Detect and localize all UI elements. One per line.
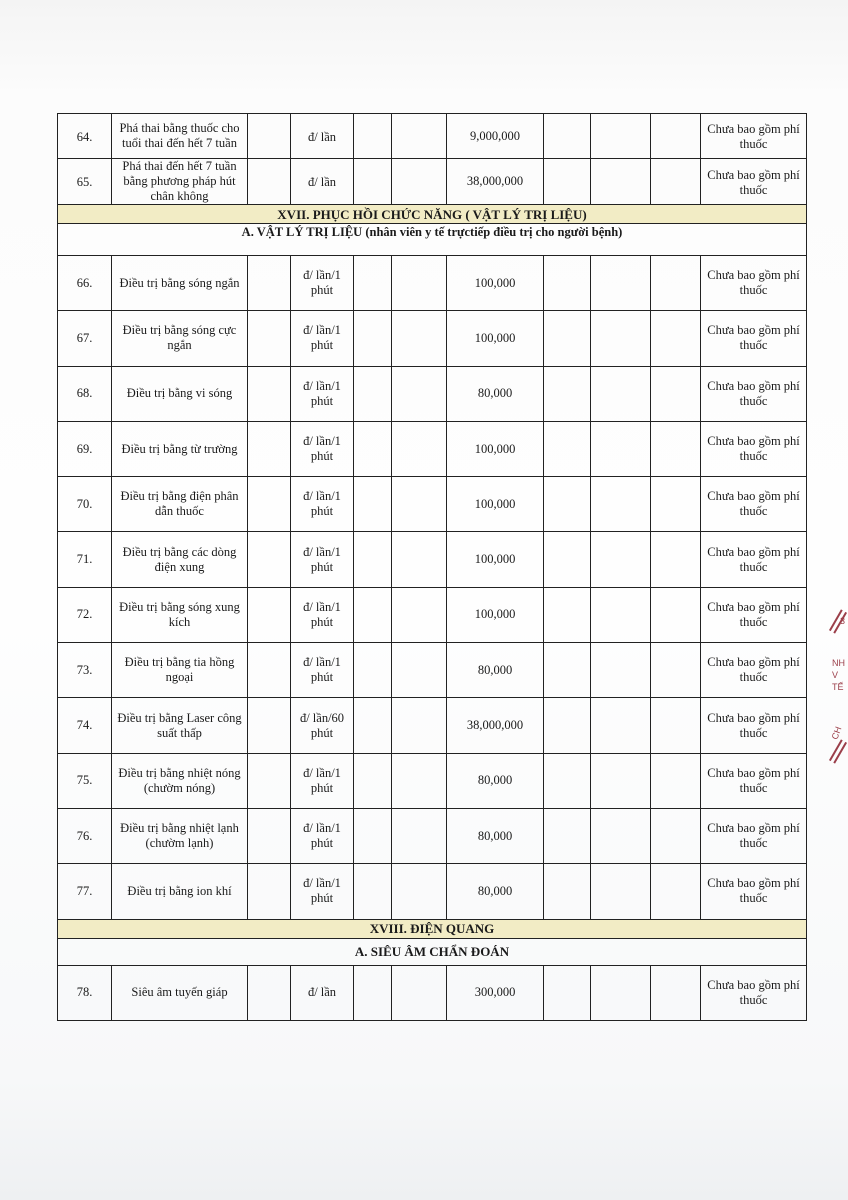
- note-cell: Chưa bao gồm phí thuốc: [701, 311, 807, 366]
- empty-cell: [354, 532, 392, 587]
- red-stamp-fragment: [826, 610, 848, 760]
- empty-cell: [544, 477, 591, 532]
- unit-cell: đ/ lần/1 phút: [291, 477, 354, 532]
- service-name: Điều trị bằng vi sóng: [112, 366, 248, 421]
- price-cell: 80,000: [447, 366, 544, 421]
- row-number: 74.: [58, 698, 112, 753]
- note-cell: Chưa bao gồm phí thuốc: [701, 864, 807, 919]
- service-name: Điều trị bằng sóng cực ngắn: [112, 311, 248, 366]
- empty-cell: [392, 366, 447, 421]
- empty-cell: [354, 753, 392, 808]
- empty-cell: [392, 965, 447, 1020]
- service-name: Điều trị bằng các dòng điện xung: [112, 532, 248, 587]
- empty-cell: [591, 114, 651, 159]
- empty-cell: [248, 808, 291, 863]
- empty-cell: [544, 587, 591, 642]
- table-row: [58, 965, 807, 1020]
- table-row: [58, 808, 807, 863]
- empty-cell: [591, 256, 651, 311]
- subsection-heading: A. SIÊU ÂM CHẨN ĐOÁN: [58, 938, 807, 965]
- table-row: [58, 864, 807, 919]
- empty-cell: [354, 421, 392, 476]
- section-heading-row: [58, 205, 807, 224]
- row-number: 73.: [58, 643, 112, 698]
- empty-cell: [651, 808, 701, 863]
- empty-cell: [392, 643, 447, 698]
- empty-cell: [354, 698, 392, 753]
- empty-cell: [248, 587, 291, 642]
- empty-cell: [651, 311, 701, 366]
- table-row: [58, 256, 807, 311]
- note-cell: Chưa bao gồm phí thuốc: [701, 421, 807, 476]
- stamp-text: 3: [840, 616, 846, 626]
- row-number: 64.: [58, 114, 112, 159]
- unit-cell: đ/ lần/1 phút: [291, 587, 354, 642]
- empty-cell: [248, 159, 291, 205]
- unit-cell: đ/ lần/1 phút: [291, 366, 354, 421]
- empty-cell: [354, 643, 392, 698]
- empty-cell: [651, 643, 701, 698]
- empty-cell: [544, 698, 591, 753]
- price-cell: 9,000,000: [447, 114, 544, 159]
- service-name: Điều trị bằng sóng ngắn: [112, 256, 248, 311]
- table-row: [58, 366, 807, 421]
- note-cell: Chưa bao gồm phí thuốc: [701, 159, 807, 205]
- empty-cell: [354, 159, 392, 205]
- row-number: 72.: [58, 587, 112, 642]
- note-cell: Chưa bao gồm phí thuốc: [701, 477, 807, 532]
- note-cell: Chưa bao gồm phí thuốc: [701, 532, 807, 587]
- service-name: Điều trị bằng tia hồng ngoại: [112, 643, 248, 698]
- empty-cell: [544, 159, 591, 205]
- service-name: Siêu âm tuyến giáp: [112, 965, 248, 1020]
- empty-cell: [248, 114, 291, 159]
- price-cell: 80,000: [447, 753, 544, 808]
- empty-cell: [591, 808, 651, 863]
- stamp-text: NH: [832, 658, 845, 668]
- empty-cell: [248, 421, 291, 476]
- empty-cell: [354, 256, 392, 311]
- price-cell: 100,000: [447, 532, 544, 587]
- empty-cell: [392, 864, 447, 919]
- table-row: [58, 643, 807, 698]
- unit-cell: đ/ lần/1 phút: [291, 808, 354, 863]
- row-number: 68.: [58, 366, 112, 421]
- note-cell: Chưa bao gồm phí thuốc: [701, 965, 807, 1020]
- service-name: Điều trị bằng từ trường: [112, 421, 248, 476]
- unit-cell: đ/ lần/1 phút: [291, 643, 354, 698]
- service-name: Phá thai đến hết 7 tuần bằng phương pháp hút chân không: [112, 159, 248, 205]
- service-name: Điều trị bằng nhiệt nóng (chườm nóng): [112, 753, 248, 808]
- empty-cell: [591, 965, 651, 1020]
- stamp-text: V: [832, 670, 839, 680]
- empty-cell: [248, 753, 291, 808]
- section-heading-row: [58, 919, 807, 938]
- empty-cell: [354, 864, 392, 919]
- row-number: 67.: [58, 311, 112, 366]
- empty-cell: [544, 753, 591, 808]
- subsection-heading-row: [58, 224, 807, 256]
- price-cell: 100,000: [447, 587, 544, 642]
- row-number: 69.: [58, 421, 112, 476]
- unit-cell: đ/ lần/60 phút: [291, 698, 354, 753]
- table-row: [58, 311, 807, 366]
- row-number: 71.: [58, 532, 112, 587]
- empty-cell: [248, 366, 291, 421]
- note-cell: Chưa bao gồm phí thuốc: [701, 366, 807, 421]
- service-name: Điều trị bằng ion khí: [112, 864, 248, 919]
- service-name: Điều trị bằng điện phân dẫn thuốc: [112, 477, 248, 532]
- service-name: Điều trị bằng Laser công suất thấp: [112, 698, 248, 753]
- empty-cell: [354, 587, 392, 642]
- empty-cell: [544, 808, 591, 863]
- row-number: 66.: [58, 256, 112, 311]
- empty-cell: [591, 421, 651, 476]
- empty-cell: [392, 256, 447, 311]
- table-row: [58, 753, 807, 808]
- price-cell: 100,000: [447, 256, 544, 311]
- empty-cell: [392, 532, 447, 587]
- note-cell: Chưa bao gồm phí thuốc: [701, 256, 807, 311]
- unit-cell: đ/ lần: [291, 114, 354, 159]
- unit-cell: đ/ lần/1 phút: [291, 311, 354, 366]
- service-name: Điều trị bằng sóng xung kích: [112, 587, 248, 642]
- empty-cell: [354, 114, 392, 159]
- empty-cell: [544, 311, 591, 366]
- empty-cell: [591, 366, 651, 421]
- price-cell: 100,000: [447, 421, 544, 476]
- empty-cell: [392, 421, 447, 476]
- empty-cell: [591, 159, 651, 205]
- empty-cell: [354, 311, 392, 366]
- empty-cell: [651, 477, 701, 532]
- empty-cell: [248, 532, 291, 587]
- empty-cell: [544, 421, 591, 476]
- stamp-text: TẾ: [832, 682, 844, 692]
- empty-cell: [651, 421, 701, 476]
- empty-cell: [651, 256, 701, 311]
- empty-cell: [248, 965, 291, 1020]
- empty-cell: [651, 864, 701, 919]
- empty-cell: [544, 965, 591, 1020]
- unit-cell: đ/ lần/1 phút: [291, 532, 354, 587]
- table-row: [58, 477, 807, 532]
- empty-cell: [651, 587, 701, 642]
- empty-cell: [591, 477, 651, 532]
- table-row: [58, 159, 807, 205]
- table-row: [58, 114, 807, 159]
- empty-cell: [651, 753, 701, 808]
- unit-cell: đ/ lần: [291, 965, 354, 1020]
- empty-cell: [651, 965, 701, 1020]
- empty-cell: [651, 698, 701, 753]
- empty-cell: [544, 864, 591, 919]
- empty-cell: [591, 643, 651, 698]
- empty-cell: [591, 532, 651, 587]
- note-cell: Chưa bao gồm phí thuốc: [701, 698, 807, 753]
- table-row: [58, 698, 807, 753]
- fee-schedule-table: [57, 113, 807, 1021]
- price-cell: 38,000,000: [447, 698, 544, 753]
- empty-cell: [591, 587, 651, 642]
- empty-cell: [354, 808, 392, 863]
- price-cell: 100,000: [447, 311, 544, 366]
- section-heading: XVIII. ĐIỆN QUANG: [58, 919, 807, 938]
- table-row: [58, 421, 807, 476]
- empty-cell: [591, 698, 651, 753]
- unit-cell: đ/ lần/1 phút: [291, 864, 354, 919]
- price-cell: 100,000: [447, 477, 544, 532]
- table-row: [58, 587, 807, 642]
- price-cell: 80,000: [447, 864, 544, 919]
- row-number: 78.: [58, 965, 112, 1020]
- empty-cell: [392, 753, 447, 808]
- unit-cell: đ/ lần/1 phút: [291, 421, 354, 476]
- row-number: 70.: [58, 477, 112, 532]
- price-cell: 300,000: [447, 965, 544, 1020]
- empty-cell: [651, 366, 701, 421]
- empty-cell: [248, 864, 291, 919]
- empty-cell: [544, 256, 591, 311]
- empty-cell: [392, 477, 447, 532]
- price-cell: 80,000: [447, 643, 544, 698]
- price-cell: 80,000: [447, 808, 544, 863]
- empty-cell: [591, 864, 651, 919]
- note-cell: Chưa bao gồm phí thuốc: [701, 753, 807, 808]
- empty-cell: [544, 114, 591, 159]
- empty-cell: [392, 311, 447, 366]
- empty-cell: [392, 159, 447, 205]
- subsection-heading: A. VẬT LÝ TRỊ LIỆU (nhân viên y tế trựctiếp điều trị cho người bệnh): [58, 224, 807, 256]
- unit-cell: đ/ lần/1 phút: [291, 256, 354, 311]
- price-cell: 38,000,000: [447, 159, 544, 205]
- empty-cell: [544, 643, 591, 698]
- service-name: Điều trị bằng nhiệt lạnh (chườm lạnh): [112, 808, 248, 863]
- row-number: 65.: [58, 159, 112, 205]
- service-name: Phá thai bằng thuốc cho tuổi thai đến hết 7 tuần: [112, 114, 248, 159]
- empty-cell: [392, 114, 447, 159]
- empty-cell: [354, 965, 392, 1020]
- note-cell: Chưa bao gồm phí thuốc: [701, 587, 807, 642]
- empty-cell: [248, 311, 291, 366]
- unit-cell: đ/ lần: [291, 159, 354, 205]
- empty-cell: [392, 698, 447, 753]
- empty-cell: [354, 366, 392, 421]
- empty-cell: [248, 477, 291, 532]
- unit-cell: đ/ lần/1 phút: [291, 753, 354, 808]
- row-number: 76.: [58, 808, 112, 863]
- empty-cell: [651, 532, 701, 587]
- subsection-heading-row: [58, 938, 807, 965]
- stamp-text: CH: [829, 725, 844, 741]
- table-row: [58, 532, 807, 587]
- empty-cell: [392, 808, 447, 863]
- row-number: 77.: [58, 864, 112, 919]
- empty-cell: [591, 753, 651, 808]
- empty-cell: [392, 587, 447, 642]
- empty-cell: [544, 532, 591, 587]
- empty-cell: [248, 256, 291, 311]
- empty-cell: [544, 366, 591, 421]
- empty-cell: [651, 159, 701, 205]
- note-cell: Chưa bao gồm phí thuốc: [701, 114, 807, 159]
- empty-cell: [354, 477, 392, 532]
- empty-cell: [248, 643, 291, 698]
- empty-cell: [248, 698, 291, 753]
- row-number: 75.: [58, 753, 112, 808]
- empty-cell: [591, 311, 651, 366]
- note-cell: Chưa bao gồm phí thuốc: [701, 808, 807, 863]
- section-heading: XVII. PHỤC HỒI CHỨC NĂNG ( VẬT LÝ TRỊ LIỆU): [58, 205, 807, 224]
- note-cell: Chưa bao gồm phí thuốc: [701, 643, 807, 698]
- empty-cell: [651, 114, 701, 159]
